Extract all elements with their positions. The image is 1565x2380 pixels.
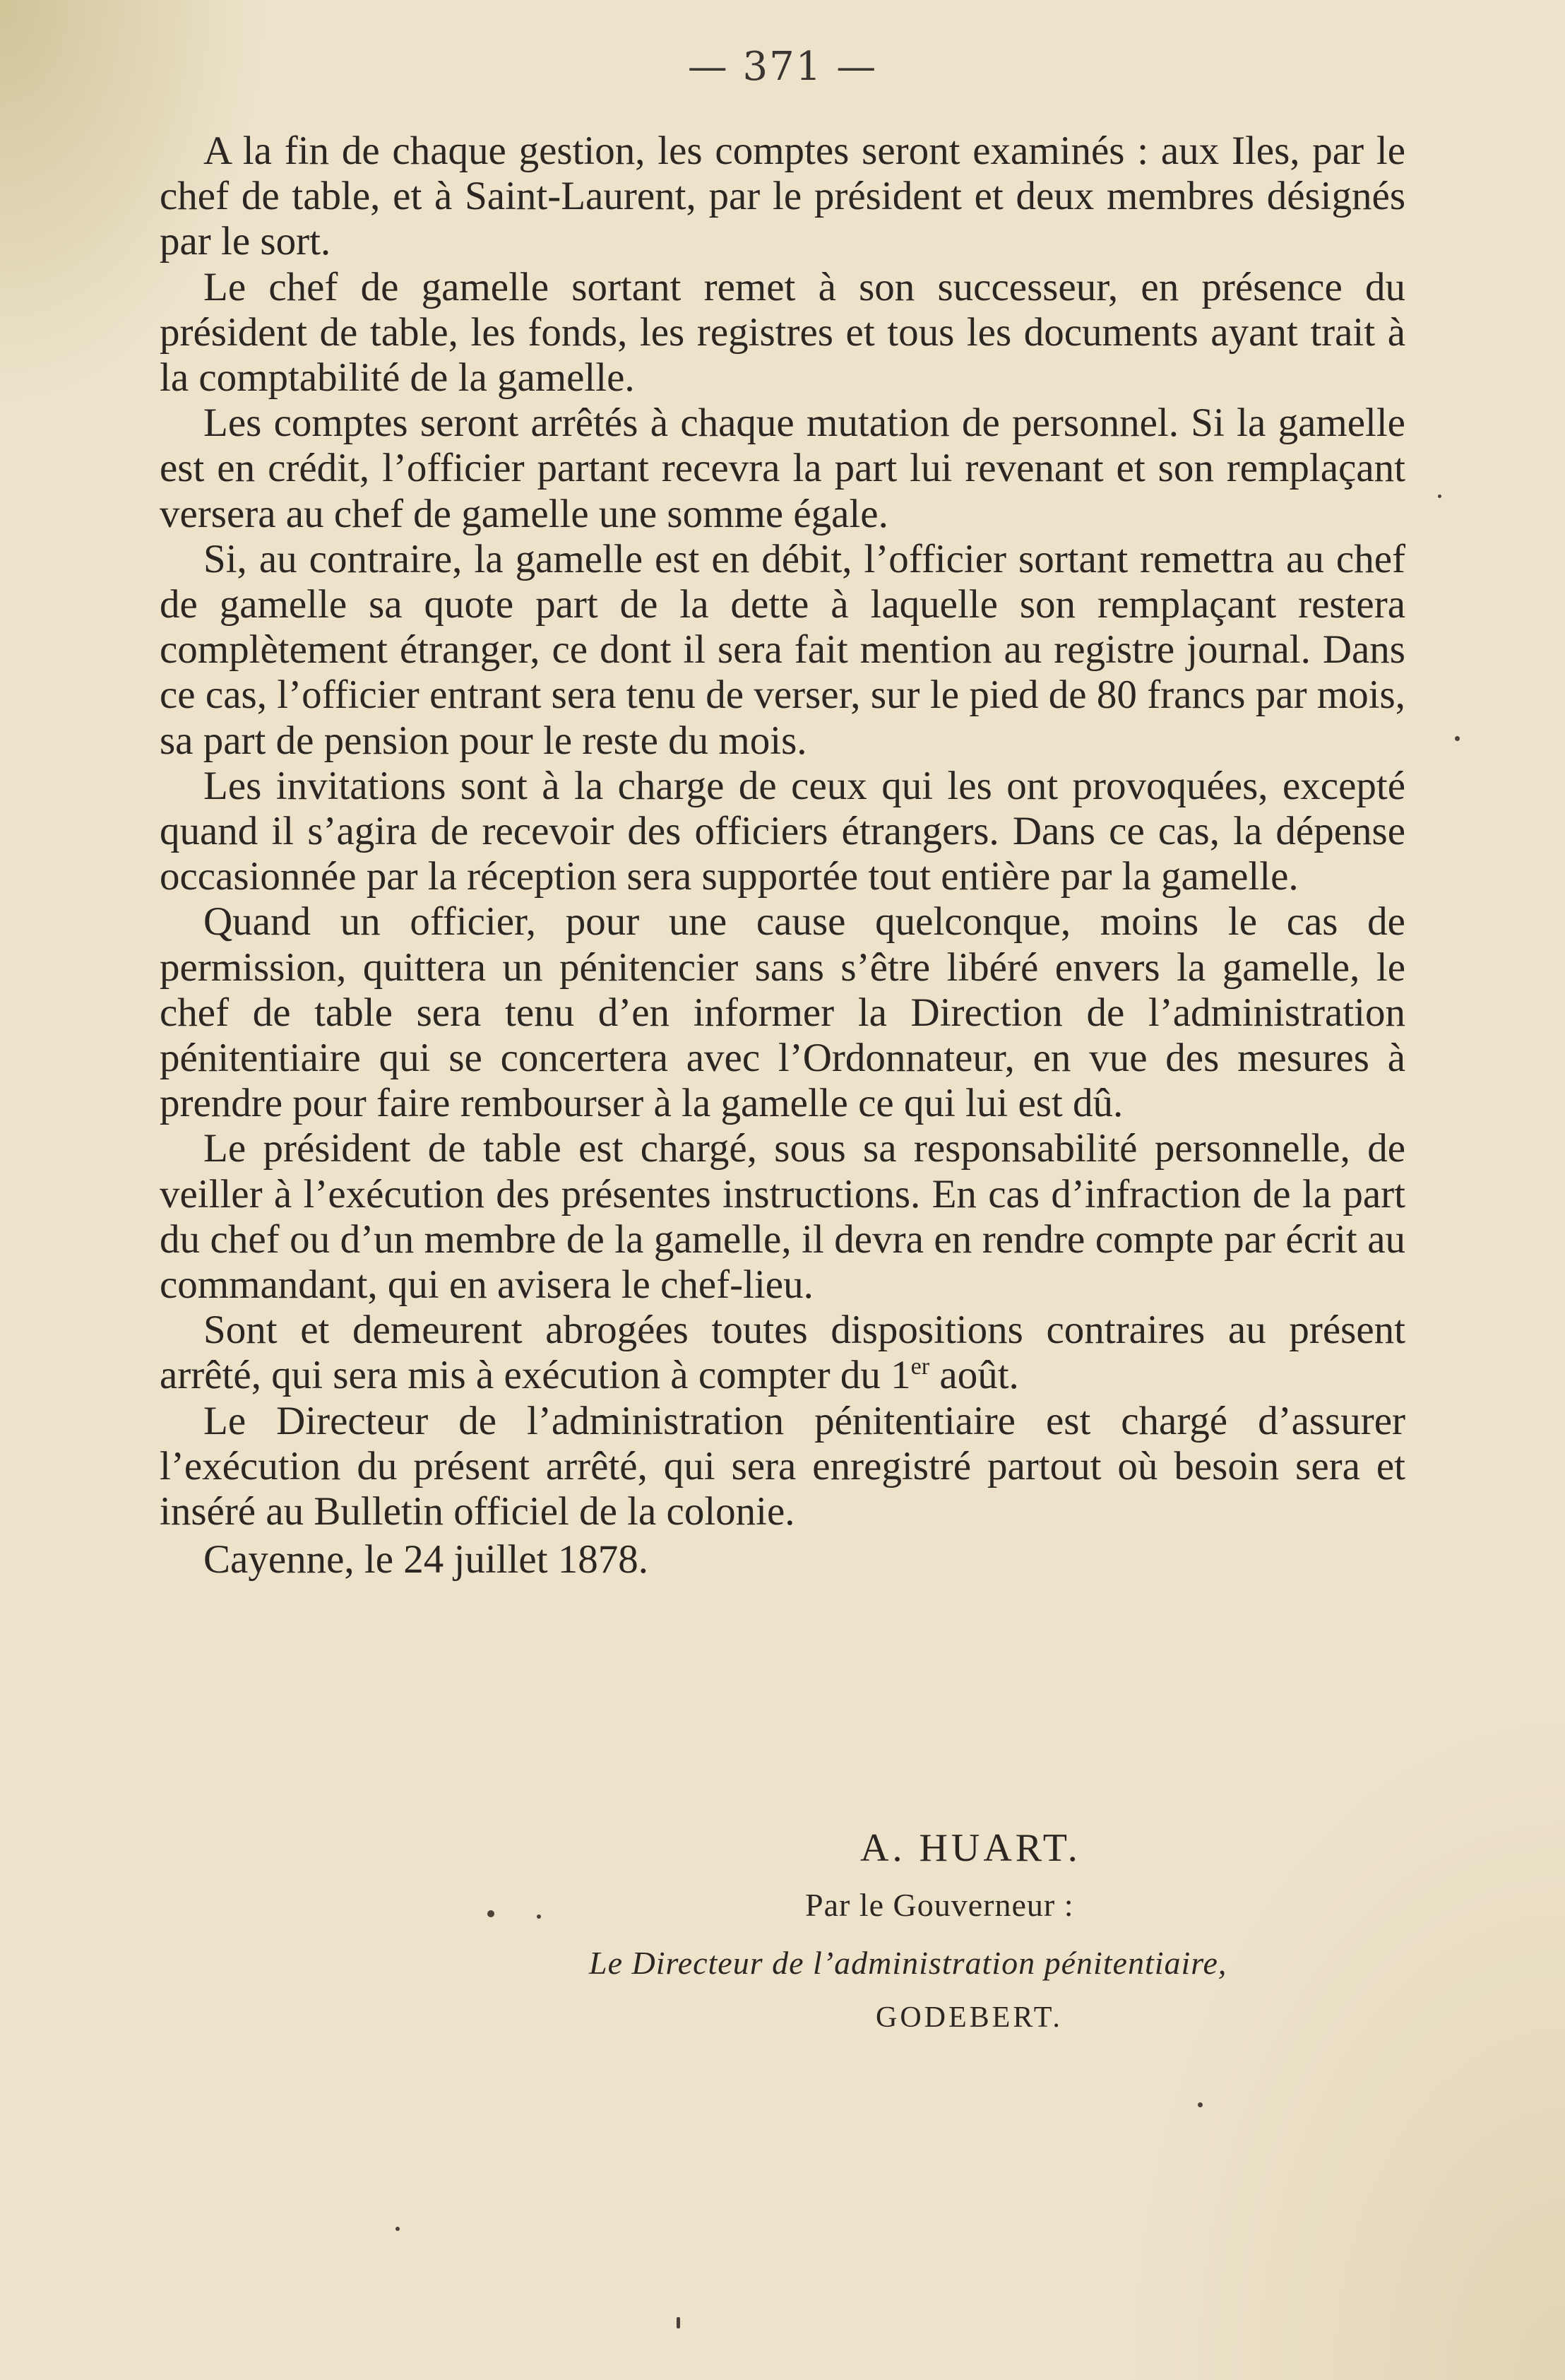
paragraph-personnel-change: Les comptes seront arrêtés à chaque mutation de personnel. Si la gamelle est en crédit, l’officier partant recevra la part lui revenant et son remplaçant versera au chef de gamelle une somme égale.	[160, 401, 1405, 536]
paragraph-debit-case: Si, au contraire, la gamelle est en débit, l’officier sortant remettra au chef de gamelle sa quote part de la dette à laquelle son remplaçant restera complètement étranger, ce dont il sera fait mention au registre journal. Dans ce cas, l’officier entrant sera tenu de verser, sur le pied de 80 francs par mois, sa part de pension pour le reste du mois.	[160, 536, 1405, 763]
signature-governor: A. HUART.	[860, 1826, 1081, 1870]
abrogation-superscript: er	[910, 1354, 930, 1380]
paper-speck	[487, 1910, 494, 1917]
abrogation-text: Sont et demeurent abrogées toutes dispositions contraires au présent arrêté, qui sera mis à exécution à compter du 1	[160, 1308, 1405, 1398]
body-text	[160, 129, 1405, 1583]
paper-speck	[537, 1914, 541, 1919]
page-number: — 371 —	[687, 44, 878, 90]
abrogation-end: août.	[929, 1353, 1019, 1398]
signature-by-line: Par le Gouverneur :	[805, 1887, 1074, 1923]
paragraph-officer-departure: Quand un officier, pour une cause quelconque, moins le cas de permission, quittera un pénitencier sans s’être libéré envers la gamelle, le chef de table sera tenu d’en informer la Direction de l’administration pénitentiaire qui se concertera avec l’Ordonnateur, en vue des mesures à prendre pour faire rembourser à la gamelle ce qui lui est dû.	[160, 899, 1405, 1126]
paper-speck	[677, 2317, 680, 2328]
paragraph-accounts-review: A la fin de chaque gestion, les comptes seront examinés : aux Iles, par le chef de table, et à Saint-Laurent, par le président et deux membres désignés par le sort.	[160, 129, 1405, 264]
date-line: Cayenne, le 24 juillet 1878.	[203, 1537, 649, 1582]
paper-speck	[1455, 736, 1460, 741]
paragraph-invitations: Les invitations sont à la charge de ceux qui les ont provoquées, excepté quand il s’agira de recevoir des officiers étrangers. Dans ce cas, la dépense occasionnée par la réception sera supportée tout entière par la gamelle.	[160, 763, 1405, 899]
signature-role: Le Directeur de l’administration pénitentiaire,	[589, 1945, 1227, 1981]
paragraph-president-duties: Le président de table est chargé, sous sa responsabilité personnelle, de veiller à l’exécution des présentes instructions. En cas d’infraction de la part du chef ou d’un membre de la gamelle, il devra en rendre compte par écrit au commandant, qui en avisera le chef-lieu.	[160, 1126, 1405, 1308]
paper-speck	[1438, 495, 1441, 498]
signature-official: GODEBERT.	[876, 2001, 1063, 2034]
paper-speck	[1198, 2102, 1203, 2107]
paragraph-abrogation	[160, 1308, 1405, 1398]
paper-speck	[395, 2227, 400, 2231]
paragraph-execution: Le Directeur de l’administration pénitentiaire est chargé d’assurer l’exécution du présent arrêté, qui sera enregistré partout où besoin sera et inséré au Bulletin officiel de la colonie.	[160, 1398, 1405, 1534]
paragraph-handover: Le chef de gamelle sortant remet à son successeur, en présence du président de table, les fonds, les registres et tous les documents ayant trait à la comptabilité de la gamelle.	[160, 264, 1405, 401]
